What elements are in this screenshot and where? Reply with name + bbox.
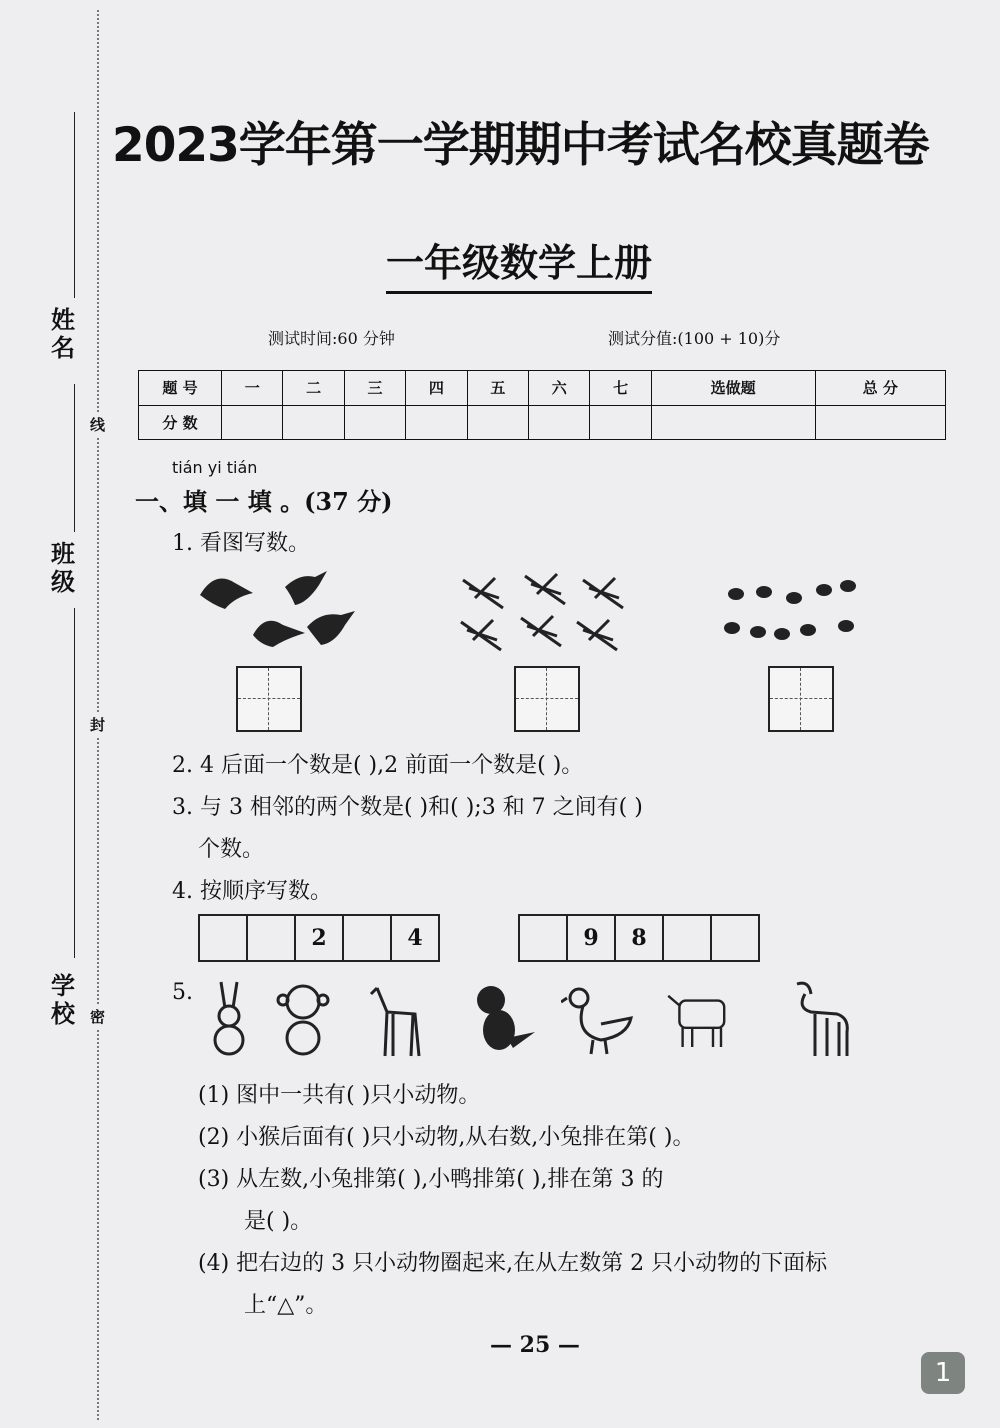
question-5-4-line-2: 上“△”。 bbox=[244, 1293, 328, 1318]
sequence-cell: 8 bbox=[616, 916, 664, 960]
question-2: 2. 4 后面一个数是( ),2 前面一个数是( )。 bbox=[172, 753, 584, 778]
score-cell[interactable] bbox=[815, 405, 945, 440]
score-table bbox=[138, 370, 946, 440]
sequence-cell[interactable] bbox=[664, 916, 712, 960]
question-3-line-2: 个数。 bbox=[198, 837, 265, 862]
question-5: 5. bbox=[172, 980, 193, 1005]
score-col-1: 一 bbox=[222, 371, 283, 406]
school-label: 学校 bbox=[51, 972, 75, 1028]
score-cell[interactable] bbox=[467, 405, 528, 440]
sequence-cell[interactable] bbox=[200, 916, 248, 960]
sequence-cell[interactable] bbox=[248, 916, 296, 960]
question-5-3-line-1: (3) 从左数,小兔排第( ),小鸭排第( ),排在第 3 的 bbox=[198, 1167, 664, 1192]
sequence-cell[interactable] bbox=[520, 916, 568, 960]
exam-title: 2023学年第一学期期中考试名校真题卷 bbox=[112, 118, 929, 173]
score-table-header-row bbox=[139, 371, 946, 406]
score-col-3: 三 bbox=[344, 371, 405, 406]
sequence-cell: 4 bbox=[407, 925, 423, 951]
score-cell[interactable] bbox=[222, 405, 283, 440]
name-label: 姓名 bbox=[51, 306, 75, 362]
monkey-icon bbox=[267, 978, 339, 1060]
page-number: — 25 — bbox=[490, 1332, 580, 1358]
sequence-row-2 bbox=[518, 914, 760, 962]
question-1: 1. 看图写数。 bbox=[172, 531, 310, 556]
page-badge[interactable]: 1 bbox=[921, 1352, 965, 1394]
class-label: 班级 bbox=[51, 540, 75, 596]
ant-icon bbox=[716, 568, 866, 653]
score-col-optional: 选做题 bbox=[651, 371, 815, 406]
horse-icon bbox=[363, 978, 435, 1060]
score-table-header-label: 题 号 bbox=[139, 371, 222, 406]
score-table-row-label: 分 数 bbox=[139, 405, 222, 440]
binding-margin bbox=[0, 0, 118, 1428]
score-cell[interactable] bbox=[529, 405, 590, 440]
score-table-score-row bbox=[139, 405, 946, 440]
score-col-6: 六 bbox=[529, 371, 590, 406]
sequence-cell: 2 bbox=[296, 916, 344, 960]
question-5-3-line-2: 是( )。 bbox=[244, 1209, 313, 1234]
score-col-5: 五 bbox=[467, 371, 528, 406]
cow-icon bbox=[665, 978, 737, 1060]
question-3-line-1: 3. 与 3 相邻的两个数是( )和( );3 和 7 之间有( ) bbox=[172, 795, 643, 820]
class-write-line-top bbox=[74, 384, 75, 532]
answer-box-dragonflies[interactable] bbox=[514, 666, 580, 732]
seal-mark-secret: 密 bbox=[90, 1004, 105, 1029]
class-write-line-bottom bbox=[74, 608, 75, 958]
goat-icon bbox=[787, 978, 859, 1060]
question-4: 4. 按顺序写数。 bbox=[172, 879, 332, 904]
bird-icon bbox=[195, 565, 365, 655]
answer-box-birds[interactable] bbox=[236, 666, 302, 732]
question-5-4-line-1: (4) 把右边的 3 只小动物圈起来,在从左数第 2 只小动物的下面标 bbox=[198, 1251, 828, 1276]
test-time: 测试时间:60 分钟 bbox=[268, 329, 395, 348]
dragonfly-icon bbox=[455, 568, 630, 658]
score-cell[interactable] bbox=[406, 405, 467, 440]
sequence-row-1 bbox=[198, 914, 440, 962]
question-5-2: (2) 小猴后面有( )只小动物,从右数,小兔排在第( )。 bbox=[198, 1125, 695, 1150]
score-cell[interactable] bbox=[283, 405, 344, 440]
duck-icon bbox=[561, 978, 633, 1060]
score-cell[interactable] bbox=[651, 405, 815, 440]
exam-subtitle: 一年级数学上册 bbox=[386, 232, 652, 294]
sequence-cell: 9 bbox=[568, 916, 616, 960]
question-5-1: (1) 图中一共有( )只小动物。 bbox=[198, 1083, 481, 1108]
score-col-4: 四 bbox=[406, 371, 467, 406]
sequence-cell[interactable] bbox=[344, 916, 392, 960]
test-score-value: 测试分值:(100 + 10)分 bbox=[608, 329, 781, 348]
rabbit-icon bbox=[195, 978, 267, 1060]
seal-mark-line: 线 bbox=[90, 412, 105, 437]
score-col-2: 二 bbox=[283, 371, 344, 406]
score-col-7: 七 bbox=[590, 371, 651, 406]
answer-box-ants[interactable] bbox=[768, 666, 834, 732]
score-cell[interactable] bbox=[344, 405, 405, 440]
animal-row bbox=[195, 978, 855, 1064]
sequence-cell[interactable] bbox=[712, 916, 758, 960]
parrot-icon bbox=[467, 978, 539, 1060]
name-write-line bbox=[74, 112, 75, 298]
score-col-total: 总 分 bbox=[815, 371, 945, 406]
seal-mark-seal: 封 bbox=[90, 712, 105, 737]
section-pinyin: tián yi tián bbox=[172, 458, 258, 477]
section-heading: 一、填 一 填 。(37 分) bbox=[135, 487, 393, 516]
score-cell[interactable] bbox=[590, 405, 651, 440]
